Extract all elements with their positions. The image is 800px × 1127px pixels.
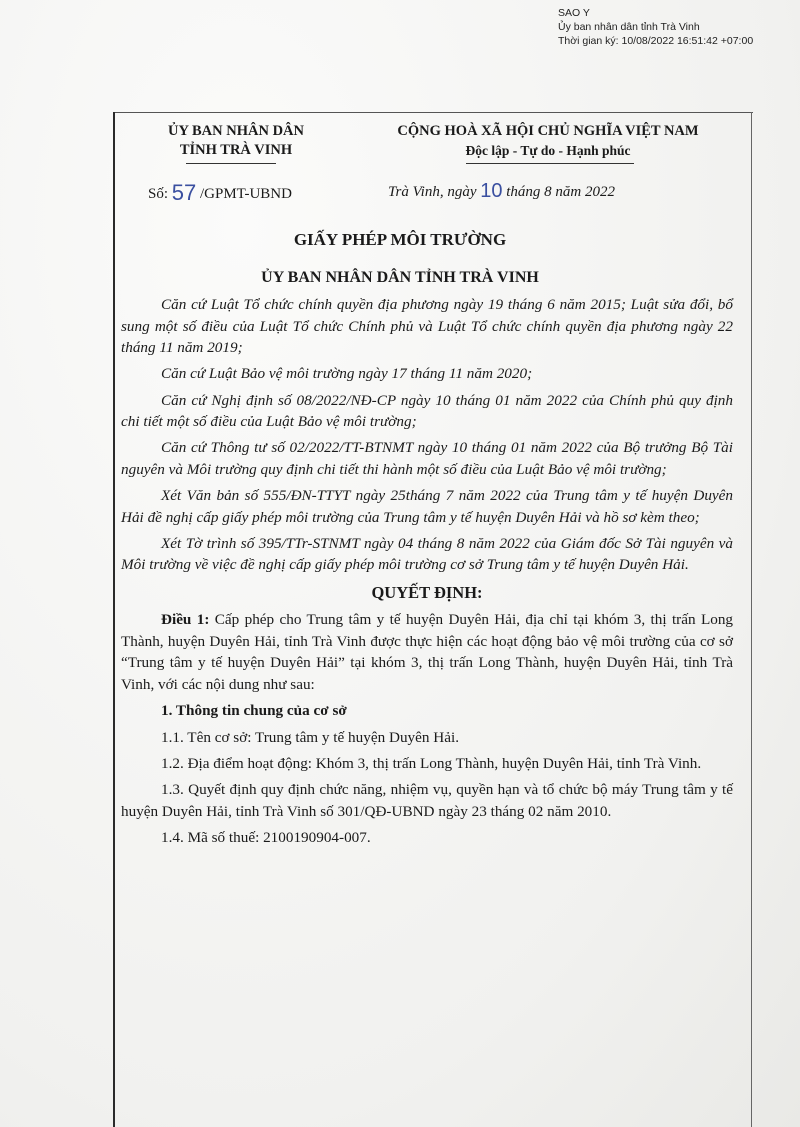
preamble-item: Căn cứ Nghị định số 08/2022/NĐ-CP ngày 10 tháng 01 năm 2022 của Chính phủ quy định chi tiết một số điều của Luật Bảo vệ môi trường; [121,391,733,431]
agency-underline [186,163,276,164]
document-title: GIẤY PHÉP MÔI TRƯỜNG [293,230,507,249]
stamp-line-3: Thời gian ký: 10/08/2022 16:51:42 +07:00 [558,35,754,47]
section-1-heading: 1. Thông tin chung của cơ sở [161,702,347,720]
number-suffix: /GPMT-UBND [196,186,292,202]
issuer-heading: ỦY BAN NHÂN DÂN TỈNH TRÀ VINH [261,269,539,286]
info-item: 1.3. Quyết định quy định chức năng, nhiệm vụ, quyền hạn và tổ chức bộ máy Trung tâm y tế huyện Duyên Hải, tỉnh Trà Vinh số 301/QĐ-UBND ngày 23 tháng 02 năm 2010. [121,781,733,820]
preamble-item: Căn cứ Luật Bảo vệ môi trường ngày 17 tháng 11 năm 2020; [161,365,533,383]
article-1-text: Cấp phép cho Trung tâm y tế huyện Duyên Hải, địa chỉ tại khóm 3, thị trấn Long Thành, huyện Duyên Hải, tỉnh Trà Vinh được thực hiện các hoạt động bảo vệ môi trường của cơ sở “Trung tâm y tế huyện Duyên Hải” tại khóm 3, thị trấn Long Thành, huyện Duyên Hải, tỉnh Trà Vinh, với các nội dung như sau: [121,611,733,693]
preamble-item: Xét Tờ trình số 395/TTr-STNMT ngày 04 tháng 8 năm 2022 của Giám đốc Sở Tài nguyên và Môi trường về việc đề nghị cấp giấy phép môi trường cơ sở Trung tâm y tế huyện Duyên Hải. [121,534,733,574]
page-border-left [113,112,115,1127]
info-item: 1.1. Tên cơ sở: Trung tâm y tế huyện Duyên Hải. [161,728,459,746]
date-suffix: tháng 8 năm 2022 [502,184,615,200]
date-day: 10 [480,180,503,202]
number-value: 57 [171,180,197,205]
national-motto [358,122,738,160]
preamble-item: Xét Văn bản số 555/ĐN-TTYT ngày 25tháng 7 năm 2022 của Trung tâm y tế huyện Duyên Hải đề nghị cấp giấy phép môi trường của Trung tâm y tế huyện Duyên Hải và hồ sơ kèm theo; [121,487,733,526]
preamble-item: Căn cứ Luật Tổ chức chính quyền địa phương ngày 19 tháng 6 năm 2015; Luật sửa đổi, bổ sung một số điều của Luật Tổ chức Chính phủ và Luật Tổ chức chính quyền địa phương ngày 22 tháng 11 năm 2019; [121,296,733,356]
country-name: CỘNG HOÀ XÃ HỘI CHỦ NGHĨA VIỆT NAM [397,123,699,139]
stamp-line-2: Ủy ban nhân dân tỉnh Trà Vinh [558,21,700,33]
preamble-item: Căn cứ Thông tư số 02/2022/TT-BTNMT ngày 10 tháng 01 năm 2022 của Bộ trưởng Bộ Tài nguyên và Môi trường quy định chi tiết thi hành một số điều của Luật Bảo vệ môi trường; [121,439,733,478]
page-border-top [113,112,753,113]
motto-line: Độc lập - Tự do - Hạnh phúc [465,143,631,158]
number-prefix: Số: [148,186,172,202]
agency-line-2: TỈNH TRÀ VINH [179,142,293,158]
issuing-agency [118,122,354,160]
stamp-line-1: SAO Y [558,7,590,19]
decision-heading: QUYẾT ĐỊNH: [371,582,483,602]
article-1 [121,609,733,695]
document-number [148,180,292,206]
page-border-right [751,112,752,1127]
info-item: 1.4. Mã số thuế: 2100190904-007. [161,828,371,846]
digital-signature-stamp [558,6,753,48]
document-date [388,180,615,203]
article-1-label: Điều 1: [161,611,210,629]
date-prefix: Trà Vinh, ngày [388,184,481,200]
agency-line-1: ỦY BAN NHÂN DÂN [167,123,304,139]
motto-underline [466,163,634,164]
info-item: 1.2. Địa điểm hoạt động: Khóm 3, thị trấn Long Thành, huyện Duyên Hải, tỉnh Trà Vinh. [161,754,702,772]
document-body [121,294,733,853]
